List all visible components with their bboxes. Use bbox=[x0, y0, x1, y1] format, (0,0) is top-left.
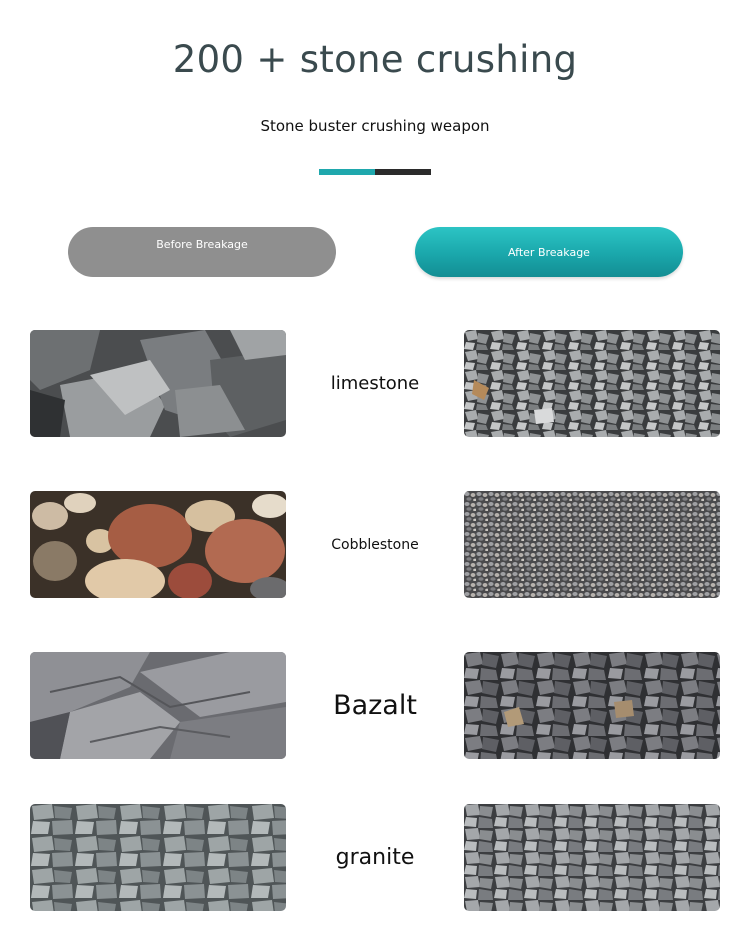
title-divider bbox=[319, 169, 431, 175]
divider-accent bbox=[319, 169, 375, 175]
bazalt-before-image bbox=[30, 652, 286, 759]
limestone-after-image bbox=[464, 330, 720, 437]
before-breakage-label: Before Breakage bbox=[156, 237, 248, 251]
granite-before-image bbox=[30, 804, 286, 911]
cobblestone-after-image bbox=[464, 491, 720, 598]
material-row-bazalt bbox=[0, 652, 750, 759]
after-breakage-button[interactable] bbox=[415, 227, 683, 277]
material-row-limestone bbox=[0, 330, 750, 437]
material-label-cobblestone: Cobblestone bbox=[331, 536, 419, 553]
after-breakage-label: After Breakage bbox=[508, 245, 590, 259]
page-subtitle: Stone buster crushing weapon bbox=[260, 117, 490, 135]
bazalt-after-image bbox=[464, 652, 720, 759]
divider-dark bbox=[375, 169, 431, 175]
material-row-granite bbox=[0, 804, 750, 911]
page-title: 200 + stone crushing bbox=[172, 38, 578, 81]
material-label-granite: granite bbox=[335, 845, 415, 870]
cobblestone-before-image bbox=[30, 491, 286, 598]
material-row-cobblestone bbox=[0, 491, 750, 598]
before-breakage-button[interactable] bbox=[68, 227, 336, 277]
granite-after-image bbox=[464, 804, 720, 911]
material-label-limestone: limestone bbox=[330, 373, 420, 394]
limestone-before-image bbox=[30, 330, 286, 437]
material-label-bazalt: Bazalt bbox=[333, 690, 417, 721]
